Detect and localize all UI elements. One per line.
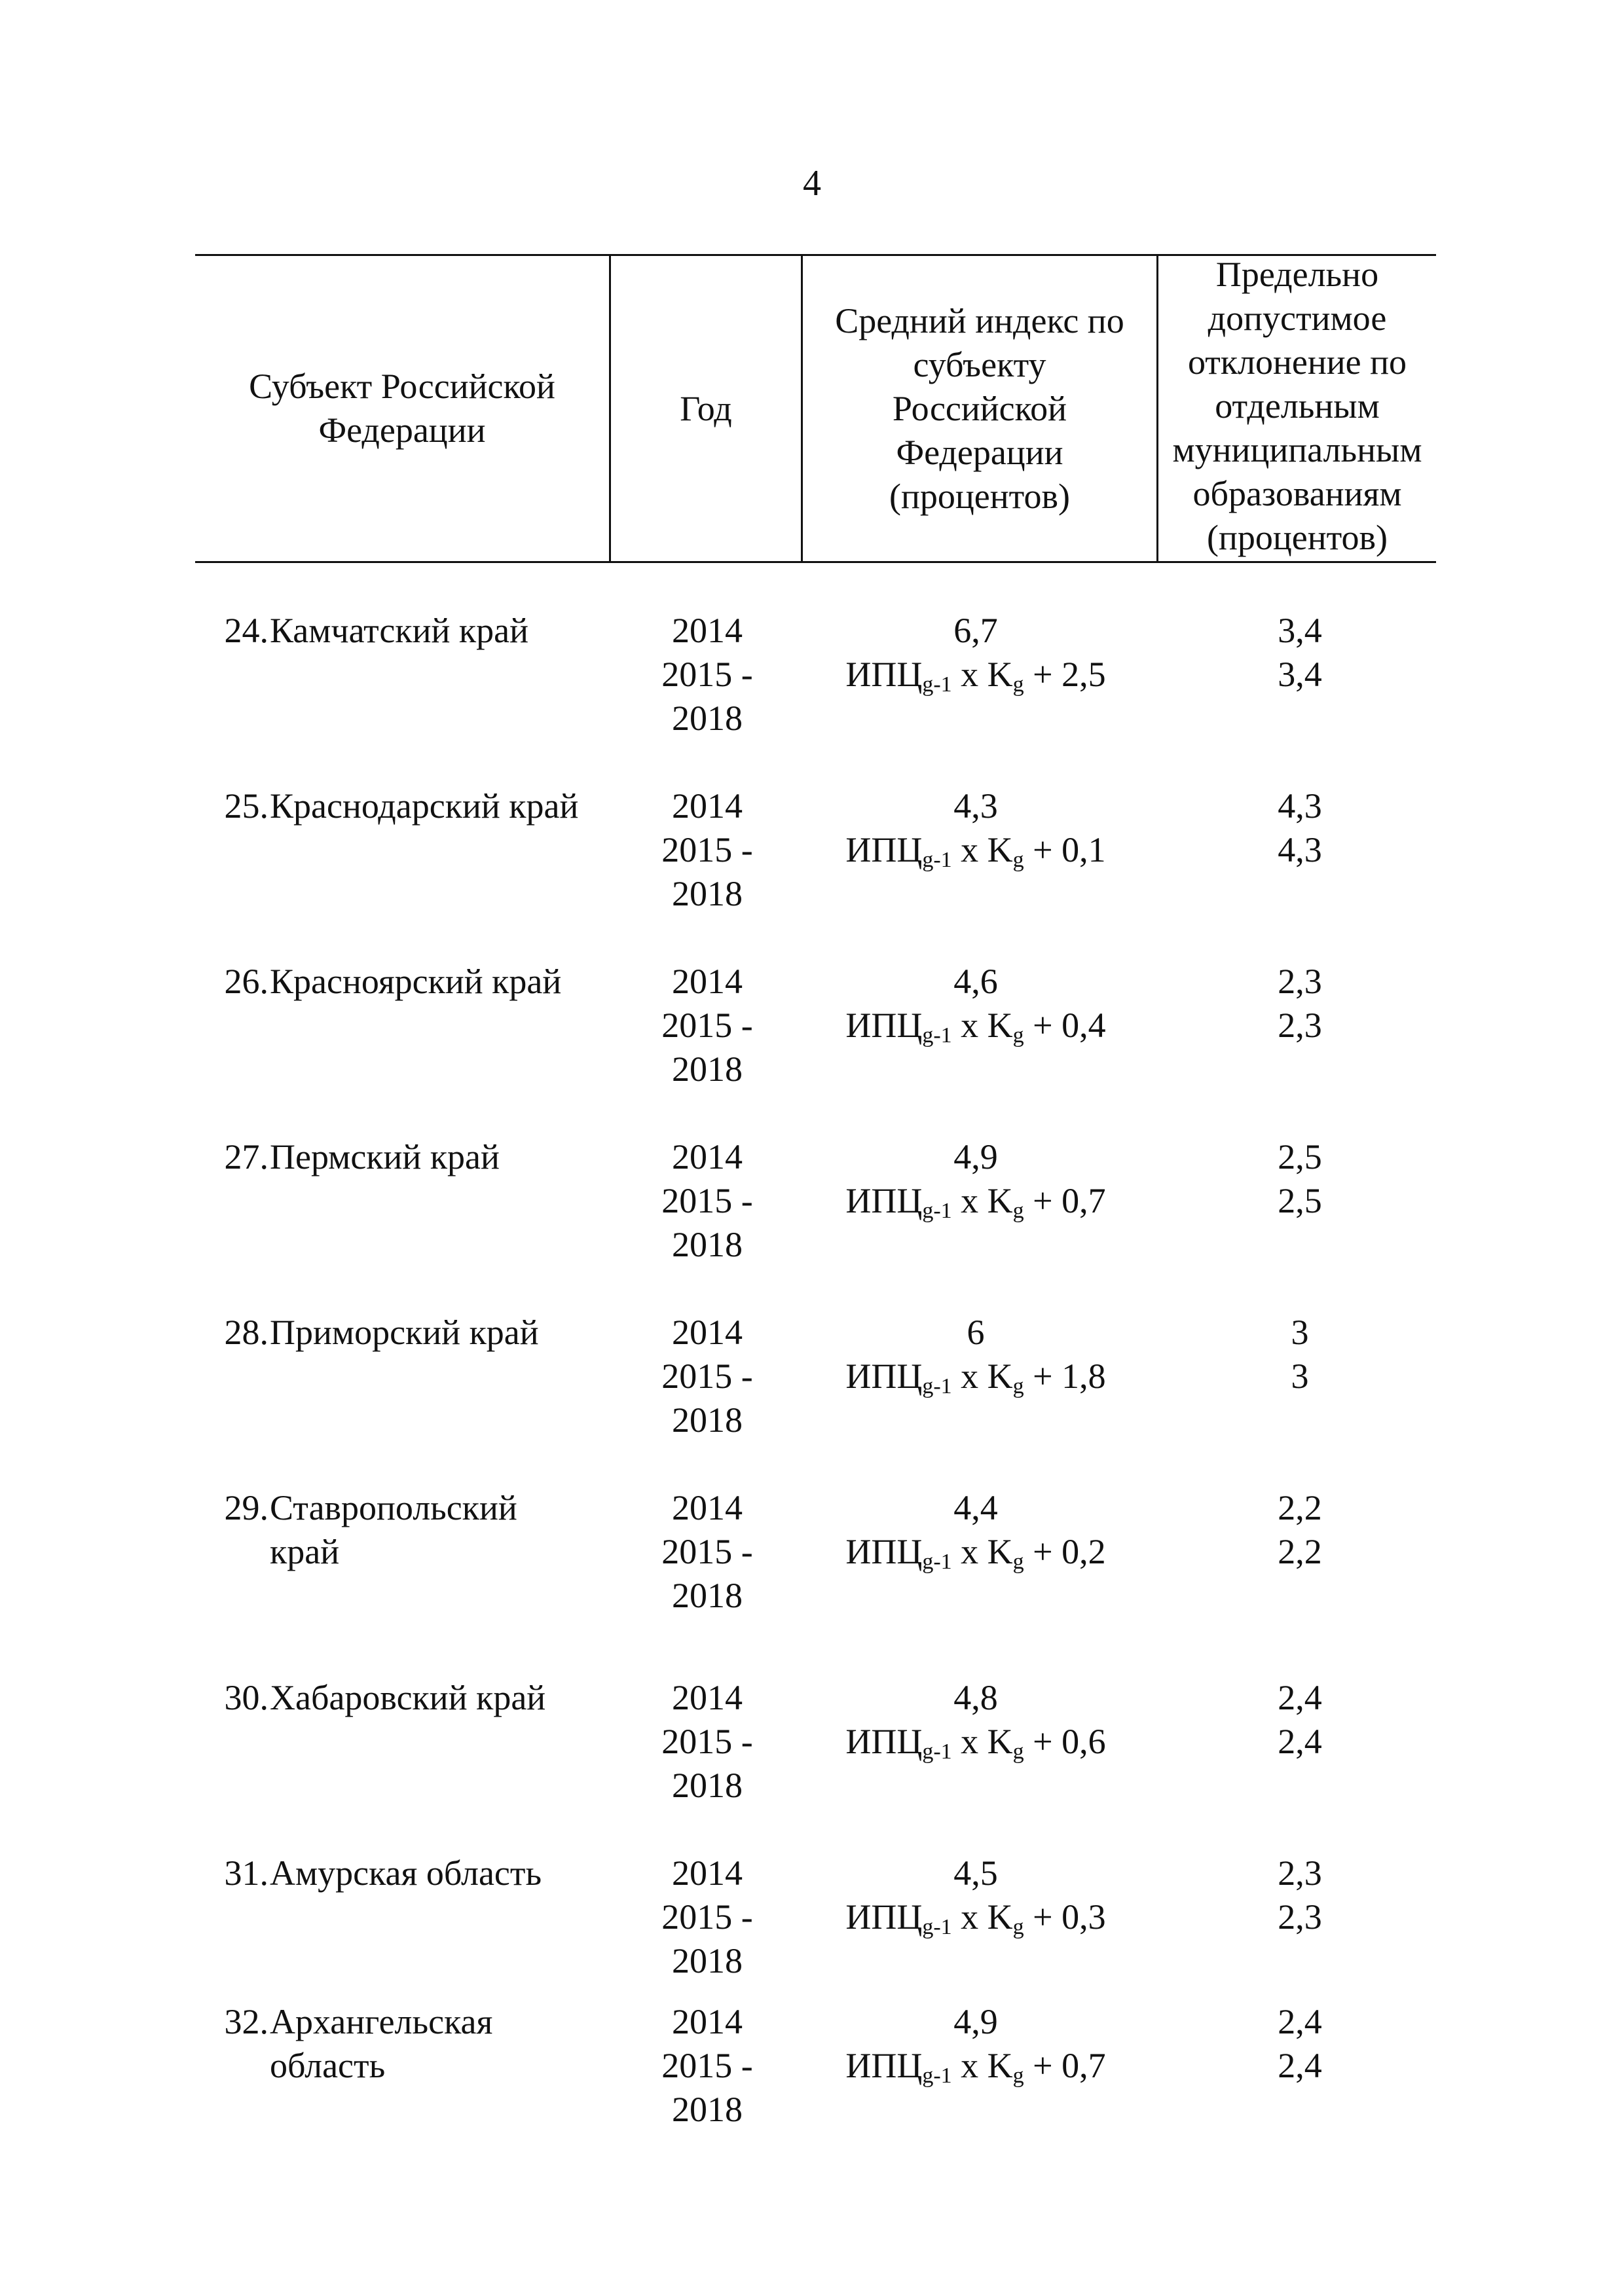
header-year: Год <box>680 388 732 428</box>
row-year-2014: 2014 <box>672 1853 743 1893</box>
row-index-2014: 6,7 <box>953 611 998 650</box>
row-year-2014: 2014 <box>672 962 743 1001</box>
row-year-range-start: 2015 - <box>661 655 753 694</box>
row-max-deviation <box>1166 1135 1434 1223</box>
row-number: 30. <box>224 1678 268 1717</box>
row-subject-name: Красноярский край <box>270 962 562 1001</box>
row-max-deviation <box>1166 1486 1434 1574</box>
formula-addend: 0,7 <box>1061 2046 1106 2085</box>
formula-plus: + <box>1024 830 1062 869</box>
formula-addend: 0,3 <box>1061 1897 1106 1937</box>
row-year-range-end: 2018 <box>672 874 743 913</box>
row-avg-index <box>805 960 1146 1048</box>
row-deviation-2014: 2,3 <box>1278 1853 1322 1893</box>
row-subject-name: Пермский край <box>270 1137 500 1176</box>
formula-base-sub: g-1 <box>922 1740 952 1764</box>
row-deviation-later: 2,3 <box>1278 1897 1322 1937</box>
row-year-2014: 2014 <box>672 1488 743 1527</box>
formula-mult-sub: g <box>1012 1374 1024 1398</box>
row-max-deviation <box>1166 784 1434 872</box>
formula-base: ИПЦ <box>845 1357 923 1396</box>
formula-addend: 0,4 <box>1061 1006 1106 1045</box>
formula-mult: x K <box>951 1532 1013 1571</box>
row-deviation-2014: 4,3 <box>1278 786 1322 826</box>
formula-addend: 1,8 <box>1061 1357 1106 1396</box>
row-avg-index <box>805 1676 1146 1764</box>
formula-plus: + <box>1024 1722 1062 1761</box>
row-years <box>616 960 799 1091</box>
row-deviation-2014: 3 <box>1291 1313 1309 1352</box>
table-header <box>195 254 1436 563</box>
row-years <box>616 1486 799 1618</box>
row-deviation-later: 4,3 <box>1278 830 1322 869</box>
row-year-2014: 2014 <box>672 2002 743 2041</box>
row-index-2014: 4,5 <box>953 1853 998 1893</box>
formula-mult-sub: g <box>1012 1023 1024 1048</box>
row-avg-index <box>805 2000 1146 2088</box>
row-deviation-later: 2,4 <box>1278 2046 1322 2085</box>
formula-base-sub: g-1 <box>922 848 952 872</box>
formula-mult-sub: g <box>1012 1915 1024 1939</box>
row-year-2014: 2014 <box>672 1137 743 1176</box>
row-index-2014: 4,3 <box>953 786 998 826</box>
row-year-range-end: 2018 <box>672 1766 743 1805</box>
row-year-range-start: 2015 - <box>661 2046 753 2085</box>
row-index-2014: 4,8 <box>953 1678 998 1717</box>
row-year-range-end: 2018 <box>672 699 743 738</box>
row-max-deviation <box>1166 1851 1434 1939</box>
row-years <box>616 784 799 916</box>
formula-mult-sub: g <box>1012 672 1024 697</box>
row-year-range-start: 2015 - <box>661 830 753 869</box>
row-year-range-start: 2015 - <box>661 1181 753 1220</box>
formula-plus: + <box>1024 1006 1062 1045</box>
row-year-range-end: 2018 <box>672 1049 743 1089</box>
row-years <box>616 1311 799 1442</box>
row-deviation-later: 3,4 <box>1278 655 1322 694</box>
row-index-formula <box>805 2044 1146 2088</box>
row-year-2014: 2014 <box>672 611 743 650</box>
row-subject-name: Хабаровский край <box>270 1678 546 1717</box>
formula-base: ИПЦ <box>845 1897 923 1937</box>
formula-mult-sub: g <box>1012 2064 1024 2088</box>
formula-base: ИПЦ <box>845 830 923 869</box>
row-subject-name: Архангельская область <box>270 2002 493 2085</box>
header-avg-index: Средний индекс по субъекту Российской Федерации (процентов) <box>835 301 1124 516</box>
page-number: 4 <box>803 163 821 204</box>
formula-mult: x K <box>951 655 1013 694</box>
row-deviation-2014: 2,5 <box>1278 1137 1322 1176</box>
row-number: 27. <box>224 1137 268 1176</box>
row-deviation-2014: 2,3 <box>1278 962 1322 1001</box>
row-index-2014: 4,4 <box>953 1488 998 1527</box>
formula-mult-sub: g <box>1012 1740 1024 1764</box>
row-year-range-end: 2018 <box>672 1576 743 1615</box>
row-index-2014: 4,9 <box>953 2002 998 2041</box>
row-year-range-start: 2015 - <box>661 1722 753 1761</box>
formula-addend: 0,2 <box>1061 1532 1106 1571</box>
formula-plus: + <box>1024 1532 1062 1571</box>
header-max-deviation: Предельно допустимое отклонение по отдельным муниципальным образованиям (процентов) <box>1172 255 1422 557</box>
row-number: 28. <box>224 1313 268 1352</box>
row-deviation-2014: 2,4 <box>1278 2002 1322 2041</box>
row-index-formula <box>805 828 1146 872</box>
formula-mult-sub: g <box>1012 1199 1024 1223</box>
row-deviation-2014: 2,4 <box>1278 1678 1322 1717</box>
row-avg-index <box>805 1486 1146 1574</box>
row-number: 31. <box>224 1853 268 1893</box>
row-number: 25. <box>224 786 268 826</box>
row-index-formula <box>805 1004 1146 1048</box>
row-year-range-end: 2018 <box>672 2090 743 2129</box>
row-avg-index <box>805 1851 1146 1939</box>
row-subject-name: Камчатский край <box>270 611 529 650</box>
row-max-deviation <box>1166 1311 1434 1398</box>
formula-base: ИПЦ <box>845 1006 923 1045</box>
formula-base: ИПЦ <box>845 1532 923 1571</box>
row-subject-name: Краснодарский край <box>270 786 579 826</box>
row-year-range-end: 2018 <box>672 1400 743 1440</box>
row-deviation-2014: 2,2 <box>1278 1488 1322 1527</box>
row-year-range-start: 2015 - <box>661 1897 753 1937</box>
row-deviation-2014: 3,4 <box>1278 611 1322 650</box>
formula-plus: + <box>1024 1897 1062 1937</box>
row-number: 32. <box>224 2002 268 2041</box>
row-year-2014: 2014 <box>672 1313 743 1352</box>
row-year-range-end: 2018 <box>672 1225 743 1264</box>
formula-mult: x K <box>951 830 1013 869</box>
formula-plus: + <box>1024 2046 1062 2085</box>
formula-base: ИПЦ <box>845 655 923 694</box>
row-years <box>616 2000 799 2132</box>
formula-addend: 0,7 <box>1061 1181 1106 1220</box>
row-index-formula <box>805 1530 1146 1574</box>
row-years <box>616 1676 799 1808</box>
formula-mult: x K <box>951 1897 1013 1937</box>
formula-base-sub: g-1 <box>922 1023 952 1048</box>
formula-mult: x K <box>951 1181 1013 1220</box>
row-index-formula <box>805 653 1146 697</box>
formula-mult: x K <box>951 1357 1013 1396</box>
formula-base-sub: g-1 <box>922 1374 952 1398</box>
row-deviation-later: 2,4 <box>1278 1722 1322 1761</box>
row-years <box>616 1851 799 1983</box>
row-subject-name: Ставропольский край <box>270 1488 517 1571</box>
row-subject-name: Амурская область <box>270 1853 542 1893</box>
row-year-2014: 2014 <box>672 1678 743 1717</box>
formula-base-sub: g-1 <box>922 2064 952 2088</box>
formula-mult: x K <box>951 1722 1013 1761</box>
formula-base: ИПЦ <box>845 1181 923 1220</box>
row-index-formula <box>805 1720 1146 1764</box>
formula-addend: 0,1 <box>1061 830 1106 869</box>
row-index-2014: 6 <box>967 1313 985 1352</box>
formula-base-sub: g-1 <box>922 1550 952 1574</box>
row-years <box>616 609 799 740</box>
row-max-deviation <box>1166 960 1434 1048</box>
formula-base: ИПЦ <box>845 1722 923 1761</box>
formula-plus: + <box>1024 655 1062 694</box>
row-avg-index <box>805 1311 1146 1398</box>
row-avg-index <box>805 609 1146 697</box>
row-index-formula <box>805 1179 1146 1223</box>
formula-mult-sub: g <box>1012 1550 1024 1574</box>
row-max-deviation <box>1166 609 1434 697</box>
formula-plus: + <box>1024 1357 1062 1396</box>
row-deviation-later: 2,5 <box>1278 1181 1322 1220</box>
row-year-range-start: 2015 - <box>661 1532 753 1571</box>
formula-base-sub: g-1 <box>922 672 952 697</box>
row-number: 29. <box>224 1488 268 1527</box>
row-year-range-start: 2015 - <box>661 1006 753 1045</box>
row-avg-index <box>805 1135 1146 1223</box>
row-year-range-end: 2018 <box>672 1941 743 1980</box>
row-number: 24. <box>224 611 268 650</box>
row-year-range-start: 2015 - <box>661 1357 753 1396</box>
row-deviation-later: 2,2 <box>1278 1532 1322 1571</box>
row-max-deviation <box>1166 1676 1434 1764</box>
row-index-2014: 4,9 <box>953 1137 998 1176</box>
row-subject-name: Приморский край <box>270 1313 539 1352</box>
formula-base: ИПЦ <box>845 2046 923 2085</box>
formula-addend: 0,6 <box>1061 1722 1106 1761</box>
formula-base-sub: g-1 <box>922 1199 952 1223</box>
formula-plus: + <box>1024 1181 1062 1220</box>
row-index-formula <box>805 1895 1146 1939</box>
formula-addend: 2,5 <box>1061 655 1106 694</box>
row-index-formula <box>805 1355 1146 1398</box>
row-max-deviation <box>1166 2000 1434 2088</box>
row-index-2014: 4,6 <box>953 962 998 1001</box>
header-subject: Субъект Российской Федерации <box>249 367 555 450</box>
formula-mult: x K <box>951 1006 1013 1045</box>
formula-base-sub: g-1 <box>922 1915 952 1939</box>
row-years <box>616 1135 799 1267</box>
formula-mult: x K <box>951 2046 1013 2085</box>
row-number: 26. <box>224 962 268 1001</box>
row-deviation-later: 2,3 <box>1278 1006 1322 1045</box>
row-year-2014: 2014 <box>672 786 743 826</box>
formula-mult-sub: g <box>1012 848 1024 872</box>
row-avg-index <box>805 784 1146 872</box>
row-deviation-later: 3 <box>1291 1357 1309 1396</box>
